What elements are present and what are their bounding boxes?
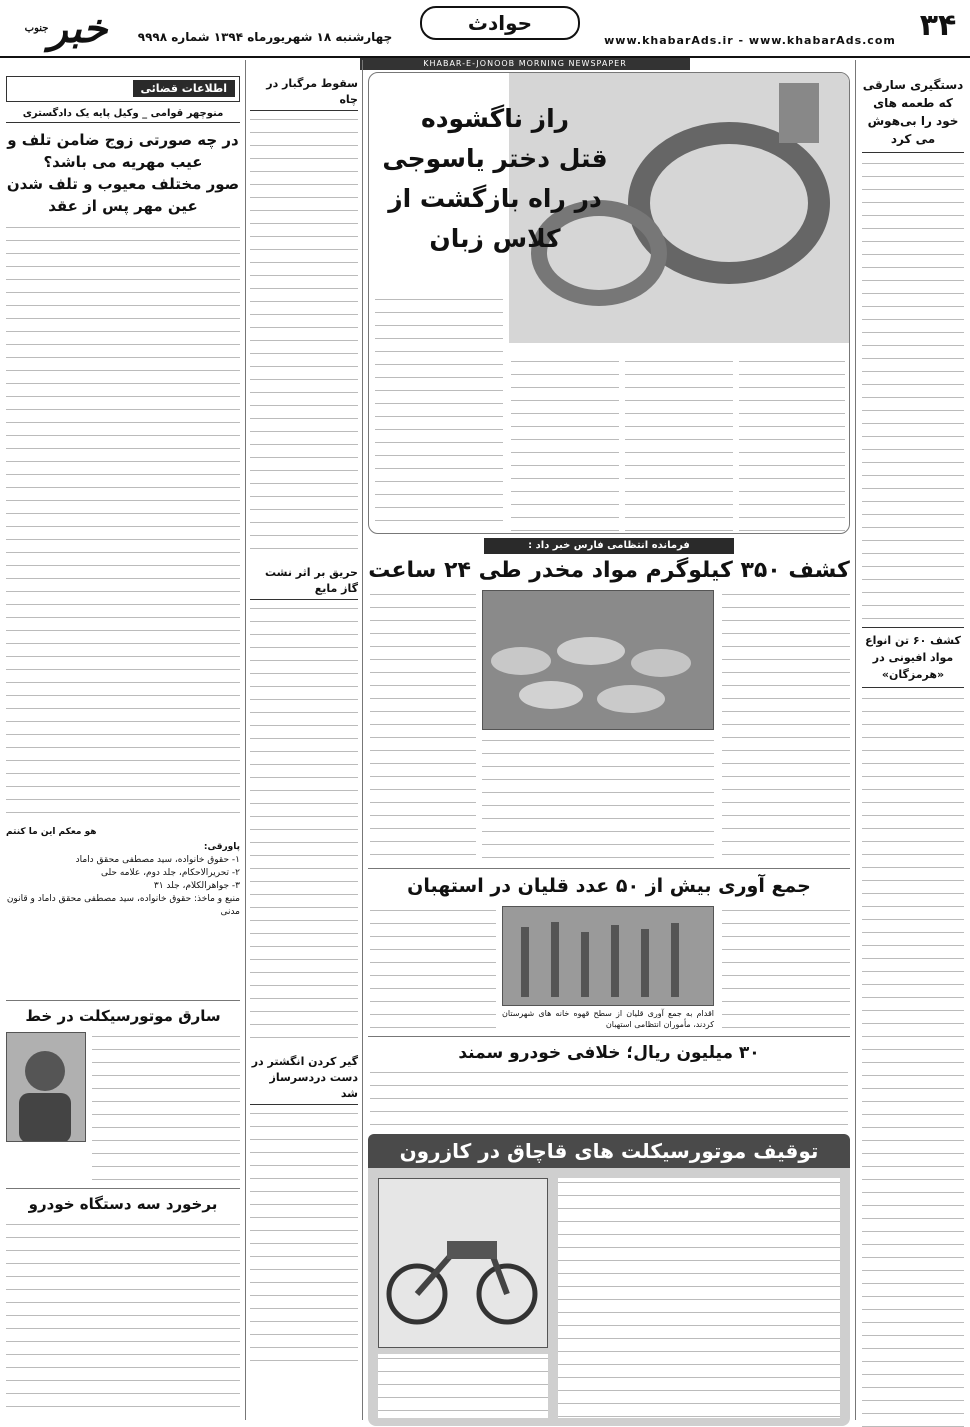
article-body [250,1109,358,1369]
article-body [92,1032,240,1182]
legal-badge-box [6,76,240,102]
signature: هو معکم این ما کنتم [6,827,97,837]
byline: منوچهر قوامی _ وکیل پایه یک دادگستری [6,106,240,123]
kazerun-article [368,1134,850,1426]
murder-feature [368,72,850,534]
masthead-strip: KHABAR-E-JONOOB MORNING NEWSPAPER [360,58,690,70]
column-divider [245,60,246,1420]
arrest-headline: دستگیری سارقی که طعمه های خود را بی‌هوش می کرد [862,76,964,153]
fall-headline: سقوط مرگبار در چاه [250,76,358,111]
divider [6,1188,240,1189]
motorcycle-photo [378,1178,548,1348]
opium-headline: کشف ۶۰ تن انواع مواد افیونی در «هرمزگان» [862,627,964,688]
article-body [370,1068,848,1128]
article-body [862,159,964,619]
article-body [482,736,714,860]
article-body [250,115,358,555]
divider [368,868,850,869]
page-header [0,0,970,58]
article-body [862,694,964,1427]
legal-subtitle: صور مختلف معیوب و تلف شدن عین مهر پس از عقد [6,175,240,215]
article-body [370,906,496,1030]
article-body [375,295,503,531]
right-column [862,76,964,1427]
column-divider [855,60,856,1420]
article-body [722,590,850,860]
photo-caption: اقدام به جمع آوری قلیان از سطح قهوه خانه های شهرستان کردند، مأموران انتظامی استهبان [502,1009,714,1029]
samand-headline: ۳۰ میلیون ریال؛ خلافی خودرو سمند [458,1043,760,1063]
article-body [6,223,240,823]
ring-headline: گیر کردن انگشتر در دست دردسرساز شد [250,1054,358,1105]
column-divider [362,60,363,1420]
legal-question: در چه صورتی زوج ضامن تلف و عیب مهریه می باشد؟ [7,131,239,171]
fire-headline: حریق بر اثر نشت گاز مایع [250,565,358,600]
divider [6,1000,240,1001]
dateline: چهارشنبه ۱۸ شهریورماه ۱۳۹۴ شماره ۹۹۹۸ [137,30,393,44]
article-body [558,1178,840,1418]
suspect-photo [6,1032,86,1142]
website-urls: www.khabarAds.ir - www.khabarAds.com [604,34,896,47]
section-title: حوادث [420,6,580,40]
newspaper-logo: خبر$^{جنوب}$ [24,5,108,52]
divider [368,1036,850,1037]
article-body [378,1354,548,1418]
drugs-photo [482,590,714,730]
crash-headline: برخورد سه دستگاه خودرو [28,1195,218,1213]
hookah-photo [502,906,714,1006]
page-number: ۳۴ [919,8,957,43]
article-headline: کشف ۳۵۰ کیلوگرم مواد مخدر طی ۲۴ ساعت [368,558,850,583]
article-body [625,357,733,531]
article-body [6,1220,240,1416]
article-body [722,906,850,1030]
legal-column [6,76,240,919]
article-body [370,590,476,860]
moto-headline: سارق موتورسیکلت در خط [25,1007,221,1025]
article-kicker: فرمانده انتظامی فارس خبر داد : [484,538,734,554]
article-headline: توقیف موتورسیکلت های قاچاق در کازرون [368,1134,850,1168]
article-body [511,357,619,531]
references: پاورقی: ۱- حقوق خانواده، سید مصطفی محقق داماد ۲- تحریرالاحکام، جلد دوم، علامه حلی ۳- جواهرالکلام، جلد ۳۱ منبع و ماخذ: حقوق خانواده، سید مصطفی محقق داماد و قانون مدنی [6,842,240,917]
hookah-headline: جمع آوری بیش از ۵۰ عدد قلیان در استهبان [407,875,811,897]
column-three [250,76,358,1369]
article-body [250,604,358,1044]
legal-badge: اطلاعات قضائی [133,80,235,97]
drugs-article [368,538,850,588]
feature-title: راز ناگشوده قتل دختر یاسوجی در راه بازگشت از کلاس زبان [382,104,608,253]
article-body [739,357,845,531]
